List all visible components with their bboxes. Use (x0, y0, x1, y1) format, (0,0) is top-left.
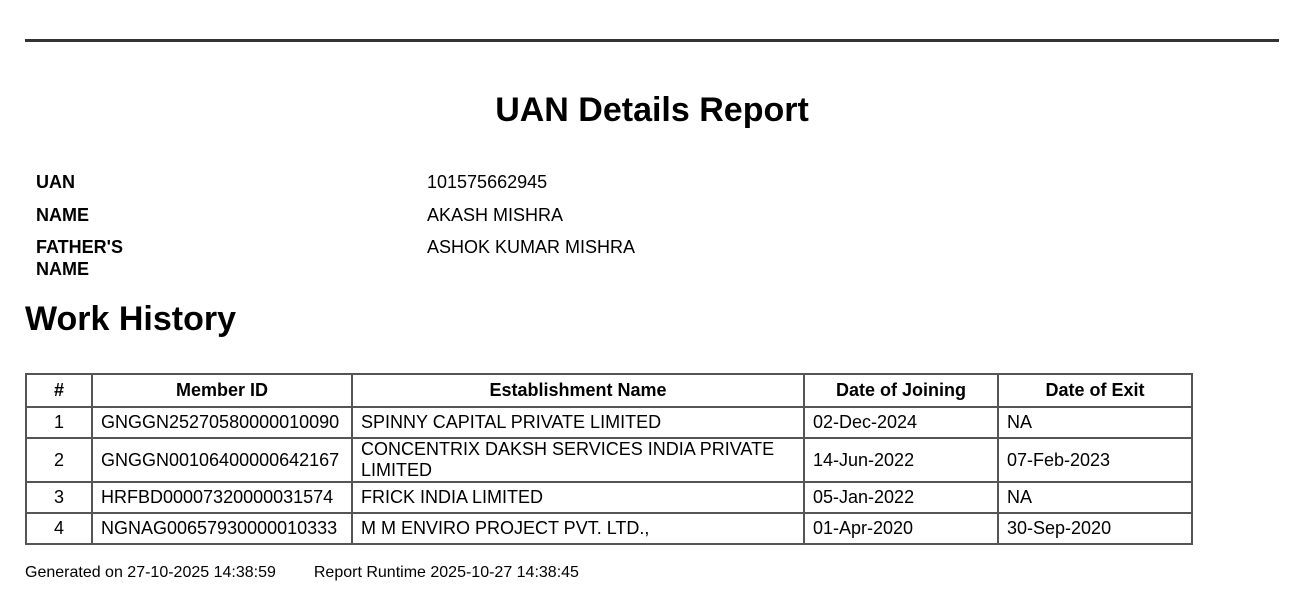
column-header-member-id: Member ID (92, 374, 352, 407)
table-row (26, 482, 1192, 513)
date-of-joining-cell: 14-Jun-2022 (804, 438, 998, 482)
establishment-cell: SPINNY CAPITAL PRIVATE LIMITED (352, 407, 804, 438)
row-number: 4 (26, 513, 92, 544)
table-header-row (26, 374, 1192, 407)
date-of-exit-cell: NA (998, 407, 1192, 438)
detail-label: UAN (36, 172, 75, 192)
detail-value: 101575662945 (427, 172, 548, 192)
report-runtime: Report Runtime 2025-10-27 14:38:45 (313, 564, 579, 581)
column-header-date-of-joining: Date of Joining (804, 374, 998, 407)
establishment-cell: M M ENVIRO PROJECT PVT. LTD., (352, 513, 804, 544)
row-number: 1 (26, 407, 92, 438)
detail-value: ASHOK KUMAR MISHRA (427, 237, 636, 257)
work-history-title: Work History (25, 300, 236, 338)
generated-timestamp: Generated on 27-10-2025 14:38:59 (25, 564, 276, 581)
row-number: 3 (26, 482, 92, 513)
date-of-exit-cell: NA (998, 482, 1192, 513)
date-of-joining-cell: 02-Dec-2024 (804, 407, 998, 438)
member-id-cell: GNGGN00106400000642167 (92, 438, 352, 482)
report-footer (25, 563, 579, 583)
detail-label: FATHER'S NAME (36, 237, 123, 279)
date-of-joining-cell: 05-Jan-2022 (804, 482, 998, 513)
establishment-cell: FRICK INDIA LIMITED (352, 482, 804, 513)
member-id-cell: HRFBD00007320000031574 (92, 482, 352, 513)
column-header-establishment: Establishment Name (352, 374, 804, 407)
date-of-exit-cell: 07-Feb-2023 (998, 438, 1192, 482)
top-divider (25, 39, 1279, 42)
table-row (26, 438, 1192, 482)
table-row (26, 513, 1192, 544)
report-title: UAN Details Report (495, 91, 809, 129)
column-header-date-of-exit: Date of Exit (998, 374, 1192, 407)
table-row (26, 407, 1192, 438)
member-id-cell: GNGGN25270580000010090 (92, 407, 352, 438)
detail-label: NAME (36, 204, 89, 225)
row-number: 2 (26, 438, 92, 482)
column-header-number: # (26, 374, 92, 407)
establishment-cell: CONCENTRIX DAKSH SERVICES INDIA PRIVATE LIMITED (352, 438, 804, 482)
detail-value: AKASH MISHRA (427, 204, 564, 225)
member-id-cell: NGNAG00657930000010333 (92, 513, 352, 544)
date-of-exit-cell: 30-Sep-2020 (998, 513, 1192, 544)
work-history-table (25, 373, 1193, 545)
date-of-joining-cell: 01-Apr-2020 (804, 513, 998, 544)
